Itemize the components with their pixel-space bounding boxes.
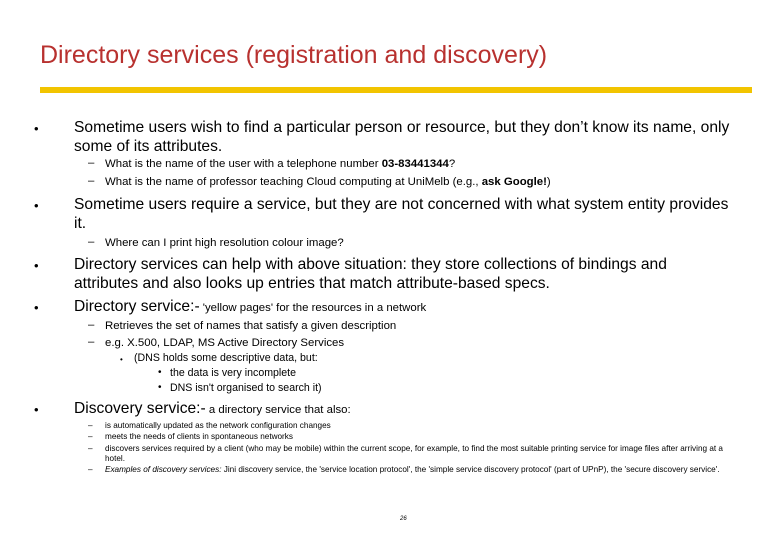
bullet-5-sub-2: meets the needs of clients in spontaneous networks [105,432,293,441]
title-underline [40,87,752,93]
bullet-marker: • [34,300,39,315]
slide-title: Directory services (registration and discovery) [40,41,548,69]
bullet-marker: • [158,367,162,378]
bullet-2-sub: Where can I print high resolution colour image? [105,237,344,249]
dash-marker: – [88,421,93,430]
bullet-5-sub-3: discovers services required by a client (who may be mobile) within the current scope, for example, to find the most suitable printing service for image files after arriving at a hotel. [105,444,723,463]
bullet-1-text: Sometime users wish to find a particular person or resource, but they don’t know its name, only some of its attributes. [74,119,730,155]
bullet-4-sub-4-1: the data is very incomplete [170,367,297,379]
bullet-1-sub-2: What is the name of professor teaching Cloud computing at UniMelb (e.g., ask Google!) [105,176,551,188]
bullet-5-sub-4: Examples of discovery services: Jini discovery service, the 'service location protocol', the 'simple service discovery protocol' (part of UPnP), the 'secure discovery service'. [105,465,720,474]
bullet-2-text: Sometime users require a service, but they are not concerned with what system entity provides it. [74,196,729,232]
bullet-4-sub-2: e.g. X.500, LDAP, MS Active Directory Services [105,337,345,349]
dash-marker: – [88,444,93,453]
dash-marker: – [88,465,93,474]
bullet-marker: • [158,382,162,393]
dash-marker: – [88,236,95,248]
bullet-3-text: Directory services can help with above situation: they store collections of bindings and attributes and also looks up entries that match attribute-based specs. [74,256,667,292]
bullet-1-sub-1: What is the name of the user with a telephone number 03-83441344? [105,158,456,170]
diamond-marker: • [120,355,123,364]
dash-marker: – [88,175,95,187]
bullet-4-text: Directory service:- 'yellow pages' for the resources in a network [74,298,427,315]
bullet-4-sub-3: (DNS holds some descriptive data, but: [134,352,318,364]
dash-marker: – [88,336,95,348]
bullet-marker: • [34,121,39,136]
dash-marker: – [88,157,95,169]
bullet-5-text: Discovery service:- a directory service that also: [74,400,351,417]
dash-marker: – [88,319,95,331]
bullet-marker: • [34,258,39,273]
bullet-5-sub-1: is automatically updated as the network configuration changes [105,421,331,430]
bullet-4-sub-1: Retrieves the set of names that satisfy a given description [105,320,397,332]
page-number: 26 [400,516,407,522]
bullet-marker: • [34,402,39,417]
dash-marker: – [88,432,93,441]
bullet-marker: • [34,198,39,213]
bullet-4-sub-4-2: DNS isn't organised to search it) [170,382,322,394]
